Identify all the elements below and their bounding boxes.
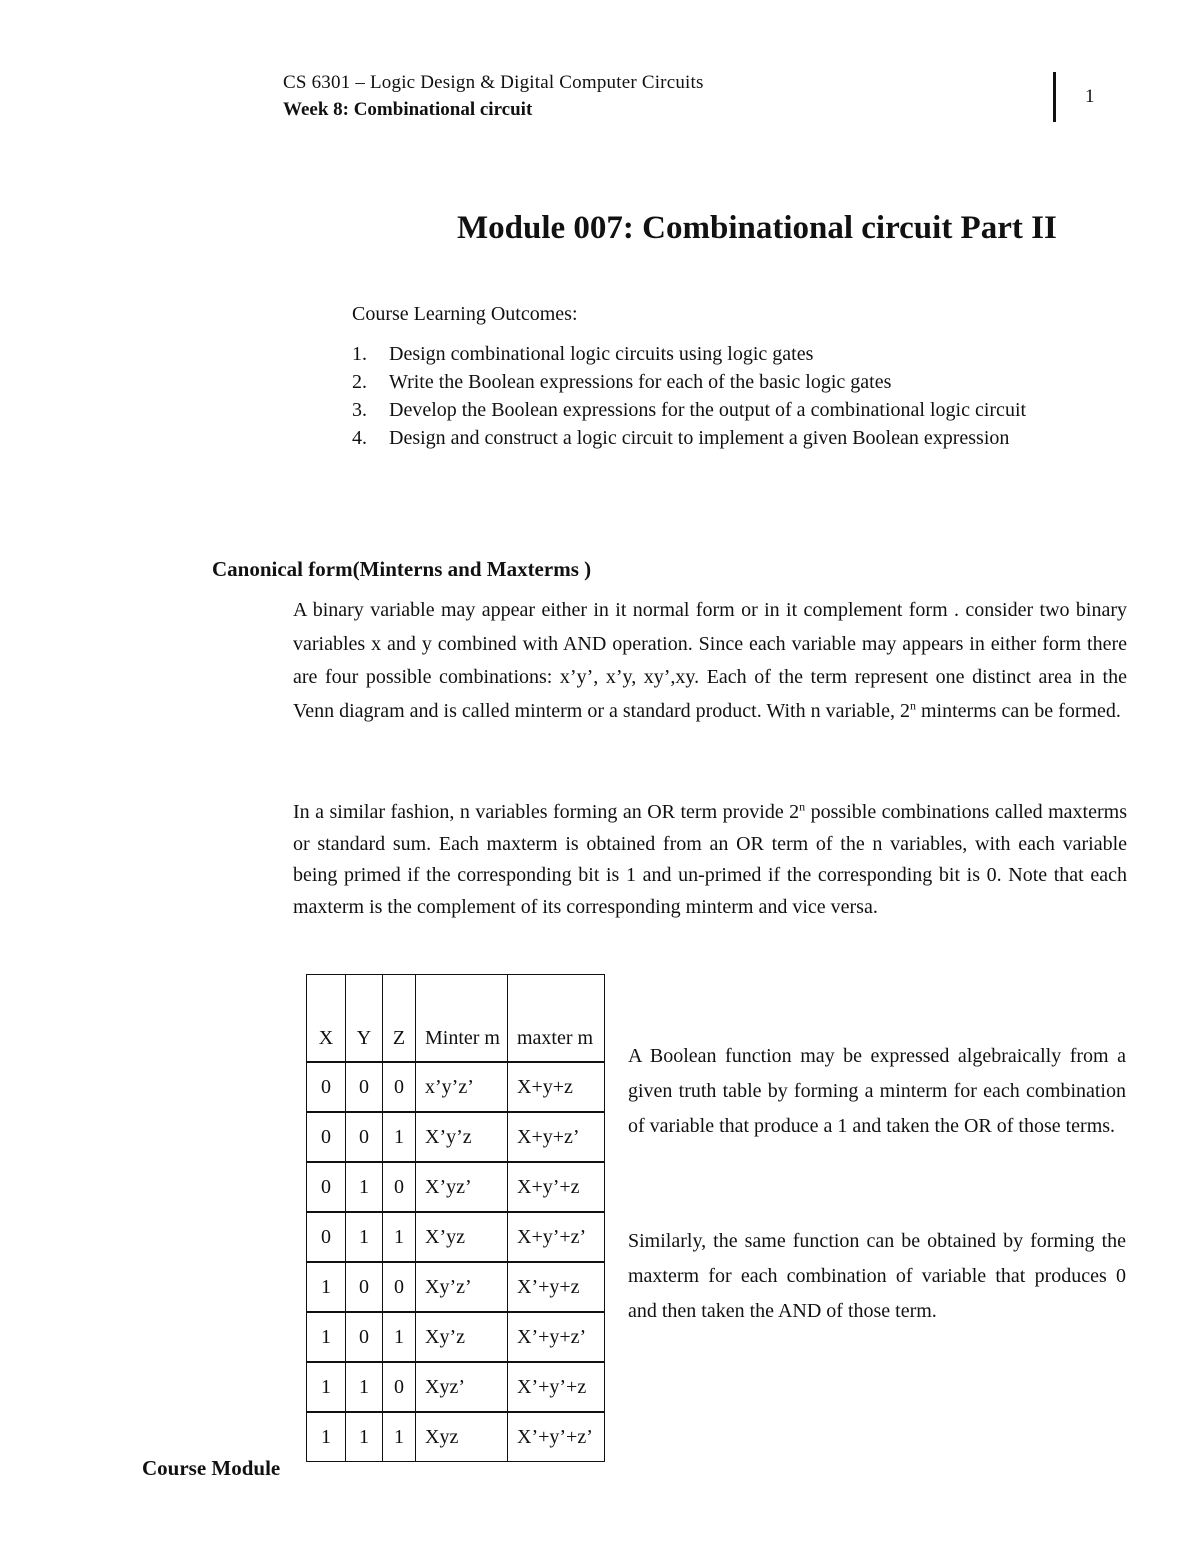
- table-row: 0 0 1 X’y’z X+y+z’: [307, 1112, 605, 1162]
- table-row: 1 1 0 Xyz’ X’+y’+z: [307, 1362, 605, 1412]
- header-z: Z: [383, 975, 416, 1063]
- header-week-title: Week 8: Combinational circuit: [283, 99, 533, 120]
- maxterm-function-paragraph: Similarly, the same function can be obtained by forming the maxterm for each combination of variable that produces 0 and then taken the AND of those term.: [628, 1230, 1126, 1322]
- header-x: X: [307, 975, 346, 1063]
- header-maxterm: maxter m: [508, 975, 605, 1063]
- truth-table: [306, 974, 605, 1462]
- page-title: Module 007: Combinational circuit Part II: [457, 210, 1057, 246]
- boolean-function-paragraph: A Boolean function may be expressed algebraically from a given truth table by forming a minterm for each combination of variable that produce a 1 and taken the OR of those terms.: [628, 1045, 1126, 1137]
- footer-course-module: Course Module: [142, 1456, 281, 1480]
- table-row: 1 1 1 Xyz X’+y’+z’: [307, 1412, 605, 1462]
- outcome-item: 2. Write the Boolean expressions for each of the basic logic gates: [352, 371, 892, 393]
- header-divider: [1053, 72, 1056, 122]
- outcome-item: 3. Develop the Boolean expressions for the output of a combinational logic circuit: [352, 399, 1027, 421]
- table-header-row: [307, 975, 605, 1063]
- table-row: 1 0 0 Xy’z’ X’+y+z: [307, 1262, 605, 1312]
- table-row: 0 0 0 x’y’z’ X+y+z: [307, 1062, 605, 1112]
- outcomes-list: [352, 340, 1127, 452]
- page-number: 1: [1085, 86, 1095, 107]
- header-y: Y: [346, 975, 383, 1063]
- header-minterm: Minter m: [416, 975, 508, 1063]
- outcomes-heading: Course Learning Outcomes:: [352, 303, 578, 325]
- table-row: 0 1 0 X’yz’ X+y’+z: [307, 1162, 605, 1212]
- outcome-item: 4. Design and construct a logic circuit to implement a given Boolean expression: [352, 427, 1010, 449]
- outcome-item: 1. Design combinational logic circuits using logic gates: [352, 343, 814, 365]
- section-heading: Canonical form(Minterns and Maxterms ): [212, 557, 592, 581]
- maxterm-paragraph: In a similar fashion, n variables forming an OR term provide 2$^n$ possible combinations called maxterms or standard sum. Each maxterm is obtained from an OR term of the n variables, with each variable being primed if the corresponding bit is 1 and un-primed if the corresponding bit is 0. Note that each maxterm is the complement of its corresponding minterm and vice versa.: [293, 799, 1127, 918]
- table-row: 0 1 1 X’yz X+y’+z’: [307, 1212, 605, 1262]
- header-course-title: CS 6301 – Logic Design & Digital Computer Circuits: [283, 72, 704, 93]
- minterm-paragraph: A binary variable may appear either in it normal form or in it complement form . consider two binary variables x and y combined with AND operation. Since each variable may appears in either form there are four possible combinations: x’y’, x’y, xy’,xy. Each of the term represent one distinct area in the Venn diagram and is called minterm or a standard product. With n variable, 2$^n$ minterms can be formed.: [293, 599, 1127, 722]
- table-row: 1 0 1 Xy’z X’+y+z’: [307, 1312, 605, 1362]
